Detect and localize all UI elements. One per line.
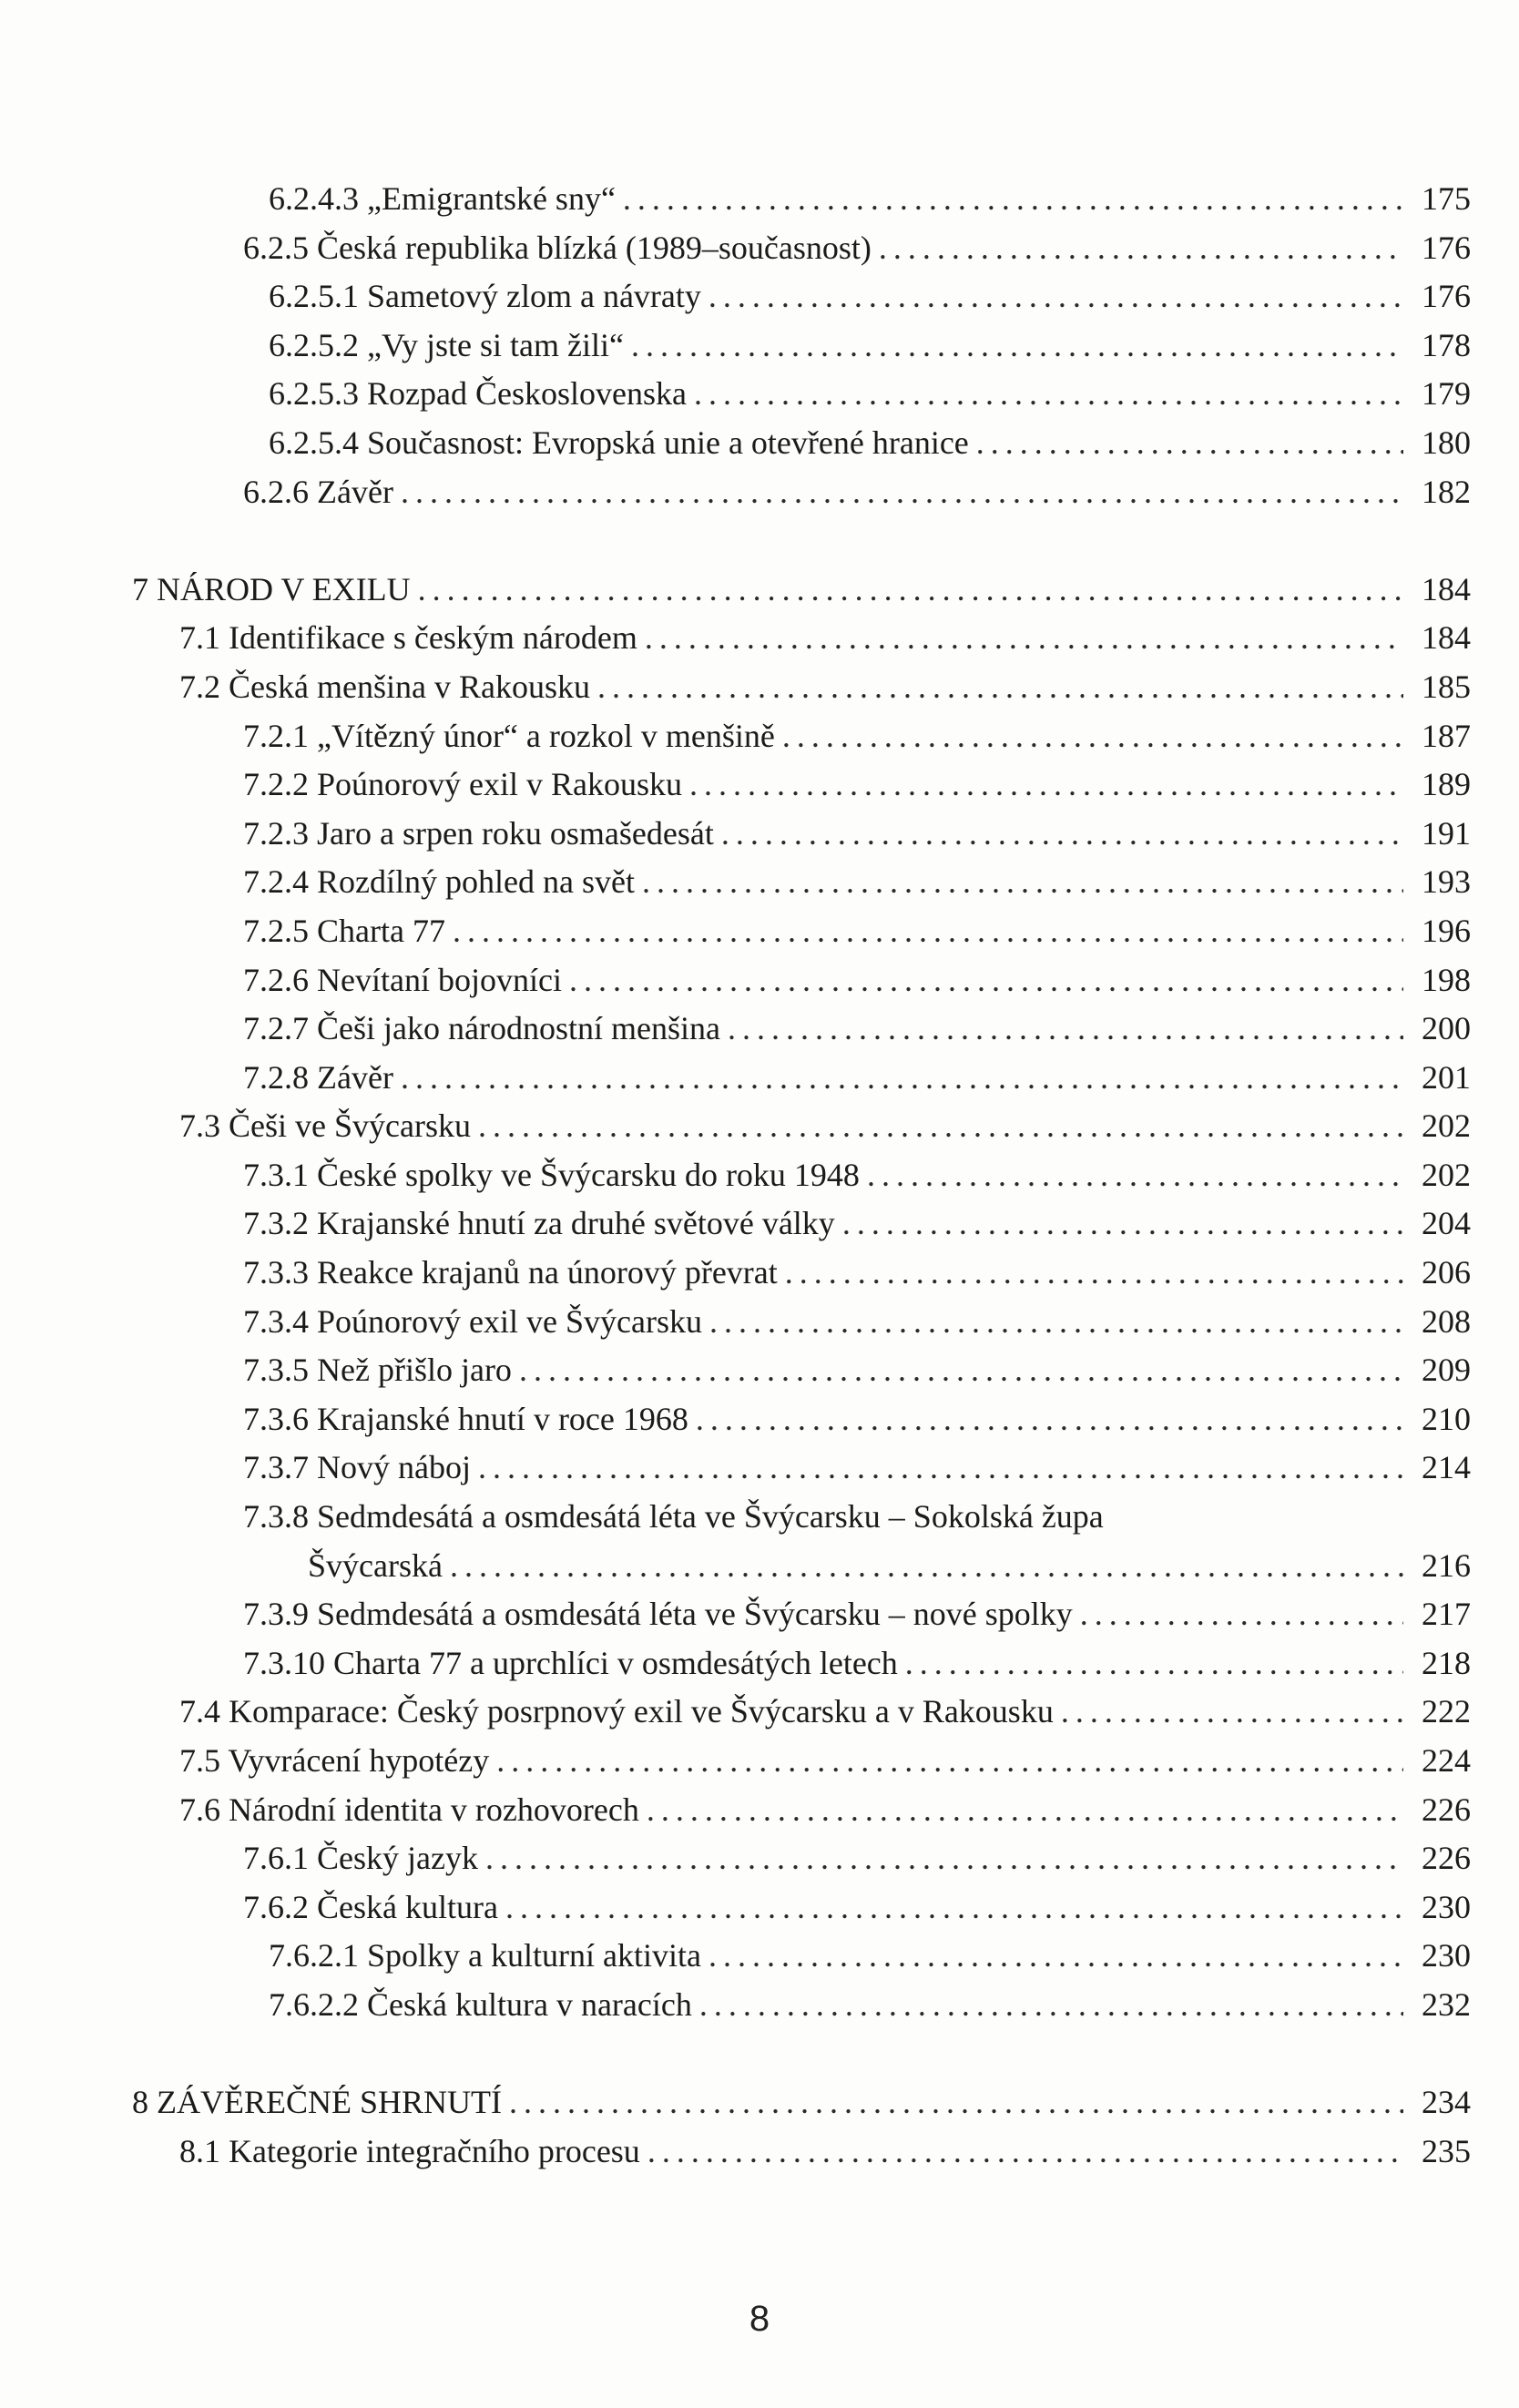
toc-entry-number: 6.2.4.3 [269,180,359,217]
toc-entry-label [132,2078,502,2127]
toc-entry-label [243,1493,1104,1542]
toc-entry-label [308,1542,443,1591]
toc-entry-page: 226 [1422,1840,1471,1877]
dot-leader [709,1298,1403,1347]
toc-entry-page: 218 [1422,1644,1471,1681]
dot-leader [623,175,1403,224]
toc-entry-title: Sedmdesátá a osmdesátá léta ve Švýcarsku – nové spolky [317,1596,1073,1633]
toc-entry-label [179,1688,1054,1737]
dot-leader [647,2127,1403,2177]
toc-entry-page: 222 [1422,1693,1471,1730]
toc-entry-number: 6.2.5.1 [269,278,359,315]
toc-entry-label [243,712,775,761]
toc-entry-number: 7.3.3 [243,1254,309,1291]
dot-leader [645,614,1403,663]
toc-entry-number: 7.3.6 [243,1400,309,1437]
toc-entry-number: 7.3.8 [243,1498,309,1536]
toc-entry-label [243,1151,860,1200]
toc-entry-label [243,1346,512,1395]
toc-entry-label [243,858,635,907]
toc-entry-label [243,907,445,956]
toc-entry-number: 7.2.8 [243,1058,309,1096]
toc-entry-label [243,1883,498,1933]
toc-entry-title: Rozpad Československa [367,375,687,413]
toc-entry-number: 7.3.1 [243,1156,309,1193]
toc-entry [132,1932,1471,1981]
toc-entry [132,1249,1471,1298]
toc-entry-title: Švýcarská [308,1546,443,1584]
dot-leader [450,1542,1403,1591]
toc-entry-page: 230 [1422,1937,1471,1974]
toc-entry [132,1199,1471,1249]
toc-entry-label [243,1005,720,1054]
toc-entry [132,712,1471,761]
toc-entry-label [243,1054,393,1103]
toc-entry-page: 184 [1422,570,1471,607]
toc-entry-page: 210 [1422,1400,1471,1437]
toc-entry-page: 200 [1422,1010,1471,1047]
toc-entry-title: Česká kultura [317,1888,498,1925]
toc-entry [132,175,1471,224]
dot-leader [478,1444,1403,1493]
toc-entry-number: 7.2.6 [243,961,309,998]
toc-entry [132,1151,1471,1200]
dot-leader [699,1981,1403,2030]
page-number: 8 [749,2299,770,2339]
toc-entry-title: Reakce krajanů na únorový převrat [317,1254,778,1291]
toc-entry-label [269,1981,692,2030]
toc-entry-title: Rozdílný pohled na svět [317,863,635,901]
dot-leader [785,1249,1403,1298]
toc-entry [132,1054,1471,1103]
toc-entry [132,1395,1471,1444]
toc-entry-page: 224 [1422,1742,1471,1779]
dot-leader [709,1932,1403,1981]
toc-entry-page: 216 [1422,1546,1471,1584]
toc-entry-title: Poúnorový exil ve Švýcarsku [317,1302,702,1340]
toc-entry-title: „Vítězný únor“ a rozkol v menšině [317,717,775,754]
toc-entry-page: 184 [1422,619,1471,657]
toc-entry-number: 7.6.1 [243,1840,309,1877]
toc-entry-page: 176 [1422,278,1471,315]
toc-entry-page: 235 [1422,2132,1471,2169]
toc-entry-number: 7.2.7 [243,1010,309,1047]
toc-entry-label [179,614,637,663]
toc-entry-title: Vyvrácení hypotézy [228,1742,490,1779]
toc-entry-title: Sedmdesátá a osmdesátá léta ve Švýcarsku – Sokolská župa [317,1498,1104,1536]
toc-entry-title: Komparace: Český posrpnový exil ve Švýcarsku a v Rakousku [229,1693,1054,1730]
dot-leader [505,1883,1403,1933]
dot-leader [867,1151,1403,1200]
toc-entry [132,1005,1471,1054]
toc-entry-title: „Emigrantské sny“ [367,180,616,217]
toc-entry-number: 7.3.10 [243,1644,325,1681]
toc-entry [132,907,1471,956]
toc-entry-number: 8 [132,2084,148,2121]
toc-entry-page: 189 [1422,766,1471,803]
toc-entry-number: 7.6.2 [243,1888,309,1925]
toc-entry-number: 7.3.5 [243,1352,309,1389]
toc-entry-title: České spolky ve Švýcarsku do roku 1948 [317,1156,860,1193]
toc-entry-label [243,1590,1073,1639]
toc-entry-number: 7.6 [179,1791,220,1828]
toc-entry [132,370,1471,419]
toc-entry [132,2127,1471,2177]
toc-entry-page: 201 [1422,1058,1471,1096]
toc-entry-page: 178 [1422,326,1471,363]
dot-leader [842,1199,1403,1249]
dot-leader [642,858,1403,907]
toc-entry-label [132,566,411,615]
dot-leader [509,2078,1403,2127]
dot-leader [418,566,1403,615]
toc-entry [132,468,1471,517]
toc-entry [132,810,1471,859]
dot-leader [694,370,1403,419]
toc-entry-title: Kategorie integračního procesu [229,2132,640,2169]
toc-entry-title: Česká republika blízká (1989–současnost) [317,229,872,266]
dot-leader [496,1737,1403,1786]
dot-leader [696,1395,1403,1444]
toc-entry-page: 196 [1422,912,1471,949]
toc-entry-number: 7.3 [179,1107,220,1145]
toc-entry-number: 7.5 [179,1742,220,1779]
toc-entry-label [269,272,701,321]
toc-entry-page: 214 [1422,1449,1471,1486]
toc-entry-page: 187 [1422,717,1471,754]
toc-entry-title: Závěr [317,1058,393,1096]
toc-entry-page: 217 [1422,1596,1471,1633]
toc-entry-label [179,1737,489,1786]
toc-entry [132,1542,1471,1591]
dot-leader [453,907,1403,956]
toc-entry-label [243,1298,702,1347]
toc-entry-number: 7.2.1 [243,717,309,754]
toc-entry-number: 7.6.2.1 [269,1937,359,1974]
toc-entry [132,1688,1471,1737]
toc-entry-label [269,419,969,468]
toc-entry-title: Česká menšina v Rakousku [229,668,590,705]
dot-leader [879,224,1403,273]
toc-entry-page: 208 [1422,1302,1471,1340]
toc-entry-title: Češi jako národnostní menšina [317,1010,720,1047]
dot-leader [519,1346,1403,1395]
toc-entry-page: 202 [1422,1156,1471,1193]
toc-entry [132,1444,1471,1493]
dot-leader [485,1834,1403,1883]
toc-entry-label [243,760,682,810]
toc-entry [132,1346,1471,1395]
dot-leader [631,321,1403,371]
dot-leader [905,1639,1403,1689]
toc-entry-label [179,663,590,712]
toc-entry-number: 7.2.3 [243,814,309,852]
toc-entry-title: Krajanské hnutí za druhé světové války [317,1205,835,1242]
dot-leader [647,1786,1403,1835]
toc-entry-label [269,370,687,419]
toc-entry-title: Jaro a srpen roku osmašedesát [317,814,714,852]
dot-leader [597,663,1403,712]
toc-entry-page: 175 [1422,180,1471,217]
toc-entry-page: 204 [1422,1205,1471,1242]
toc-entry-label [243,468,393,517]
toc-entry-label [243,1639,898,1689]
toc-entry-page: 209 [1422,1352,1471,1389]
toc-entry [132,1493,1471,1542]
toc-entry-label [179,1102,471,1151]
toc-entry-title: Poúnorový exil v Rakousku [317,766,682,803]
toc-entry [132,1786,1471,1835]
dot-leader [1080,1590,1403,1639]
dot-leader [721,810,1403,859]
toc-entry-label [243,956,562,1005]
toc-entry [132,1737,1471,1786]
toc-entry-title: „Vy jste si tam žili“ [367,326,624,363]
toc-entry-label [243,1199,835,1249]
toc-entry [132,321,1471,371]
toc-entry-title: ZÁVĚREČNÉ SHRNUTÍ [157,2084,502,2121]
toc-entry-page: 202 [1422,1107,1471,1145]
toc-entry [132,614,1471,663]
toc-entry-label [243,1834,478,1883]
toc-entry [132,419,1471,468]
toc-entry-title: Český jazyk [317,1840,478,1877]
toc-entry-number: 7.2.5 [243,912,309,949]
toc-entry-label [243,224,872,273]
toc-entry-page: 193 [1422,863,1471,901]
toc-entry [132,272,1471,321]
dot-leader [401,1054,1403,1103]
toc-entry-number: 7.2.4 [243,863,309,901]
toc-entry [132,760,1471,810]
toc-entry [132,1981,1471,2030]
toc-entry-title: Závěr [317,473,393,510]
toc-entry-number: 7.3.9 [243,1596,309,1633]
toc-entry-number: 7.4 [179,1693,220,1730]
toc-entry-label [179,1786,639,1835]
toc-entry-title: Sametový zlom a návraty [367,278,701,315]
toc-entry-page: 182 [1422,473,1471,510]
toc-entry [132,224,1471,273]
toc-entry-label [269,1932,701,1981]
dot-leader [709,272,1403,321]
dot-leader [689,760,1403,810]
table-of-contents [132,175,1471,2176]
toc-entry-page: 230 [1422,1888,1471,1925]
toc-entry-number: 7.1 [179,619,220,657]
dot-leader [569,956,1403,1005]
toc-entry-page: 232 [1422,1985,1471,2023]
toc-entry-label [269,321,624,371]
toc-entry [132,858,1471,907]
dot-leader [478,1102,1403,1151]
toc-entry-label [243,1249,778,1298]
toc-entry-title: Národní identita v rozhovorech [229,1791,639,1828]
toc-entry [132,1102,1471,1151]
toc-entry [132,663,1471,712]
toc-entry-title: Krajanské hnutí v roce 1968 [317,1400,688,1437]
toc-entry-title: Současnost: Evropská unie a otevřené hranice [367,423,969,461]
toc-entry-title: Česká kultura v naracích [367,1985,692,2023]
toc-entry-number: 7.3.4 [243,1302,309,1340]
toc-entry [132,1639,1471,1689]
toc-entry [132,1298,1471,1347]
toc-entry [132,2078,1471,2127]
dot-leader [976,419,1403,468]
toc-entry-page: 176 [1422,229,1471,266]
toc-entry-number: 7.2 [179,668,220,705]
toc-entry-title: Spolky a kulturní aktivita [367,1937,701,1974]
toc-entry-number: 6.2.6 [243,473,309,510]
toc-entry-page: 198 [1422,961,1471,998]
toc-entry [132,1590,1471,1639]
dot-leader [728,1005,1403,1054]
dot-leader [1061,1688,1403,1737]
toc-entry-number: 7 [132,570,148,607]
toc-entry [132,956,1471,1005]
toc-entry-number: 6.2.5.4 [269,423,359,461]
toc-entry [132,566,1471,615]
toc-entry-number: 6.2.5 [243,229,309,266]
toc-entry-page: 226 [1422,1791,1471,1828]
toc-entry-number: 6.2.5.2 [269,326,359,363]
toc-entry-number: 7.3.7 [243,1449,309,1486]
toc-entry-number: 8.1 [179,2132,220,2169]
toc-entry-title: NÁROD V EXILU [157,570,411,607]
toc-entry-number: 7.3.2 [243,1205,309,1242]
toc-entry-label [243,810,714,859]
dot-leader [401,468,1403,517]
toc-entry-page: 179 [1422,375,1471,413]
toc-entry-title: Nový náboj [317,1449,471,1486]
toc-entry-title: Charta 77 [317,912,445,949]
toc-entry-number: 7.2.2 [243,766,309,803]
toc-entry-page: 206 [1422,1254,1471,1291]
toc-entry-page: 191 [1422,814,1471,852]
toc-entry-page: 180 [1422,423,1471,461]
toc-entry [132,1834,1471,1883]
toc-entry-label [179,2127,640,2177]
toc-entry-number: 6.2.5.3 [269,375,359,413]
toc-entry-title: Nevítaní bojovníci [317,961,562,998]
toc-entry-label [269,175,616,224]
toc-entry-label [243,1444,471,1493]
toc-entry-title: Identifikace s českým národem [229,619,637,657]
toc-entry-label [243,1395,688,1444]
toc-entry-number: 7.6.2.2 [269,1985,359,2023]
toc-entry-title: Charta 77 a uprchlíci v osmdesátých letech [333,1644,898,1681]
toc-entry-page: 185 [1422,668,1471,705]
toc-entry-page: 234 [1422,2084,1471,2121]
dot-leader [782,712,1403,761]
toc-entry-title: Než přišlo jaro [317,1352,512,1389]
toc-entry-title: Češi ve Švýcarsku [229,1107,471,1145]
toc-entry [132,1883,1471,1933]
